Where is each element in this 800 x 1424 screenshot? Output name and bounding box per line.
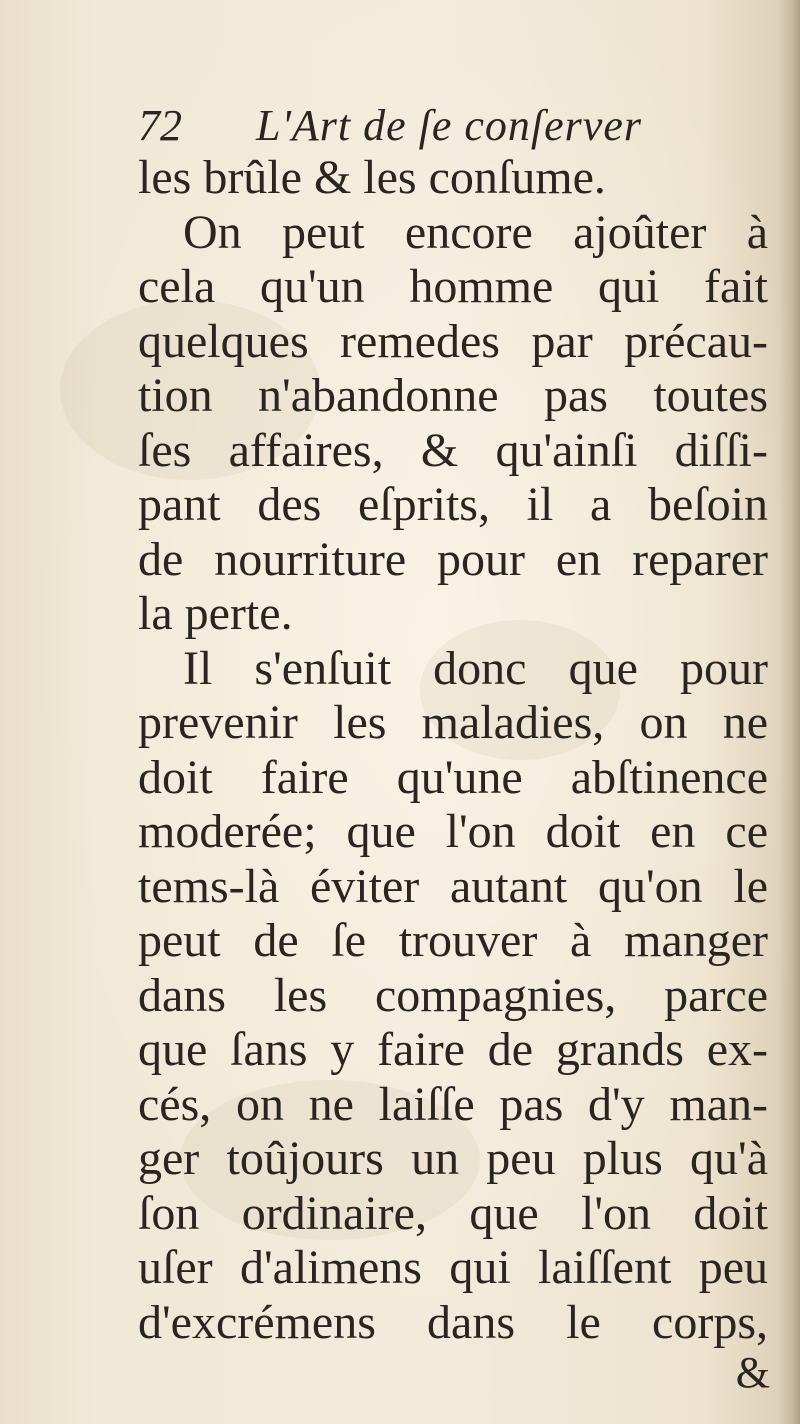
text-line: Il s'enſuit donc que pour <box>183 641 768 695</box>
text-line: quelques remedes par précau- <box>138 314 768 368</box>
page-number: 72 <box>138 101 182 150</box>
text-line: que ſans y faire de grands ex- <box>138 1023 768 1076</box>
text-line: de nourriture pour en reparer <box>138 532 768 586</box>
text-line: moderée; que l'on doit en ce <box>138 805 768 858</box>
text-line: les brûle & les conſume. <box>138 151 606 204</box>
text-line: ſes affaires, & qu'ainſi diſſi- <box>138 423 768 477</box>
text-line: pant des eſprits, il a beſoin <box>138 478 768 531</box>
text-line: tems-là éviter autant qu'on le <box>138 859 768 913</box>
text-line: ger toûjours un peu plus qu'à <box>138 1132 768 1185</box>
text-line: prevenir les maladies, on ne <box>138 696 768 749</box>
text-line: peut de ſe trouver à manger <box>138 914 768 967</box>
text-line: dans les compagnies, parce <box>138 968 768 1022</box>
text-line: ſon ordinaire, que l'on doit <box>138 1186 768 1240</box>
running-head <box>138 96 698 156</box>
catchword: & <box>735 1348 770 1397</box>
text-line: On peut encore ajoûter à <box>183 205 768 259</box>
text-line: cés, on ne laiſſe pas d'y man- <box>138 1077 768 1131</box>
text-line: cela qu'un homme qui fait <box>138 260 768 313</box>
text-line: la perte. <box>138 587 293 640</box>
text-line: d'excrémens dans le corps, <box>138 1295 768 1349</box>
page-edge-shadow <box>778 0 800 1424</box>
running-title: L'Art de ſe conſerver <box>256 101 642 150</box>
text-line: doit faire qu'une abſtinence <box>138 750 768 804</box>
body-text <box>138 151 768 1350</box>
text-line: tion n'abandonne pas toutes <box>138 369 768 422</box>
text-line: uſer d'alimens qui laiſſent peu <box>138 1241 768 1294</box>
